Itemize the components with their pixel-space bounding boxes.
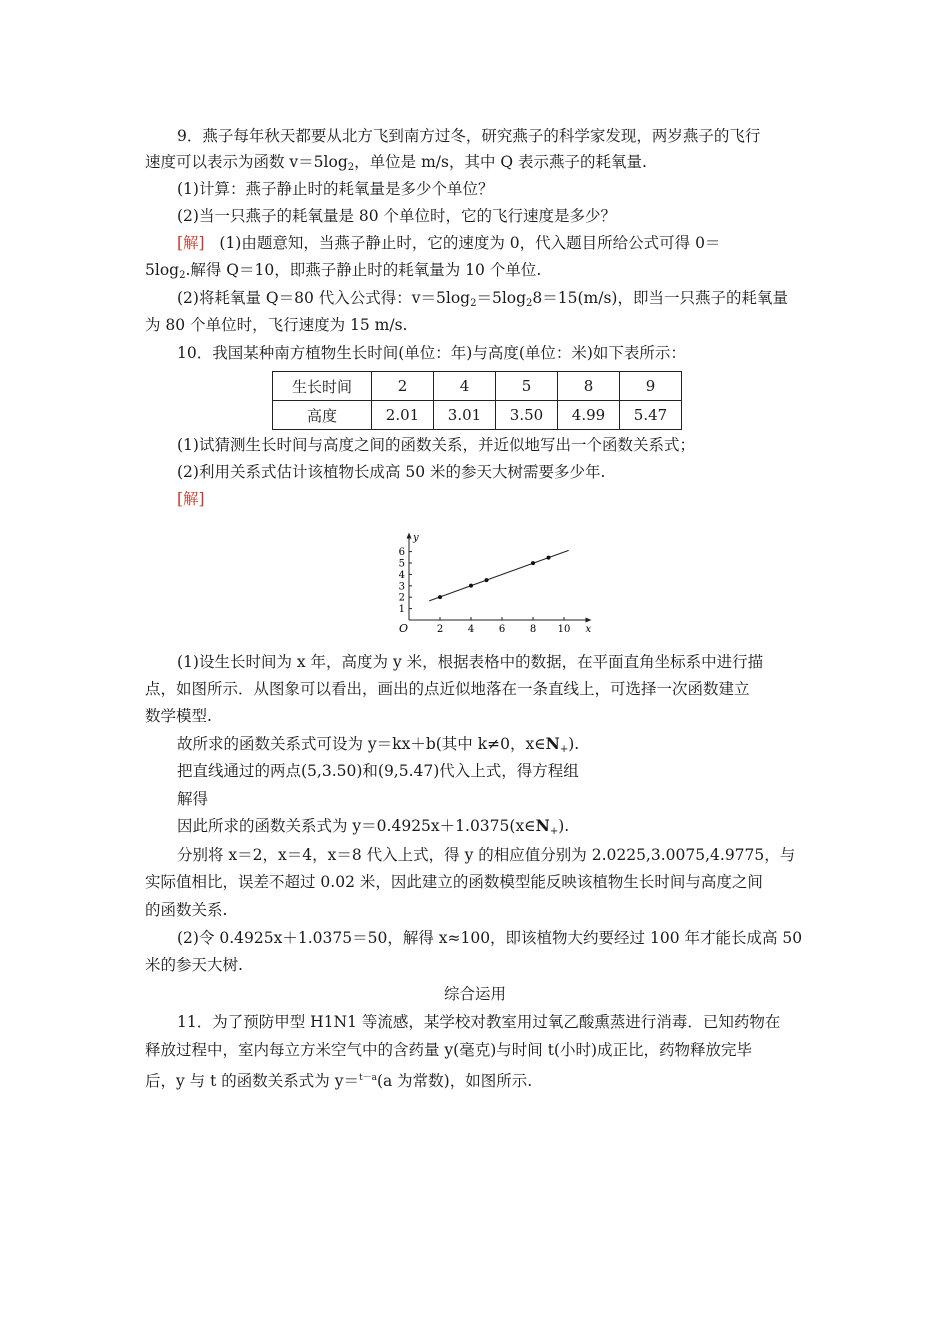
q11-line-1: 11．为了预防甲型 H1N1 等流感，某学校对教室用过氧乙酸熏蒸进行消毒．已知药物在	[177, 1013, 781, 1031]
table-cell: 9	[620, 372, 682, 401]
table-cell: 4	[434, 372, 496, 401]
table-header-cell: 生长时间	[273, 372, 372, 401]
y-tick-label: 3	[398, 581, 405, 593]
q10-solution-6b: 实际值相比，误差不超过 0.02 米，因此建立的函数模型能反映该植物生长时间与高度之间	[145, 873, 763, 891]
q11-line-2: 释放过程中，室内每立方米空气中的含药量 y(毫克)与时间 t(小时)成正比，药物释放完毕	[145, 1041, 753, 1059]
table-cell: 5	[496, 372, 558, 401]
q10-solution-6a: 分别将 x＝2，x＝4，x＝8 代入上式，得 y 的相应值分别为 2.0225,3.0075,4.9775，与	[177, 846, 796, 864]
x-axis-label: x	[585, 624, 592, 635]
data-point	[485, 578, 489, 582]
data-point	[547, 556, 551, 560]
q9-line-1: 9．燕子每年秋天都要从北方飞到南方过冬，研究燕子的科学家发现，两岁燕子的飞行	[177, 127, 761, 145]
table-row	[273, 401, 682, 430]
y-tick-label: 5	[398, 558, 405, 570]
q9-line-2: 速度可以表示为函数 $v=5\log_2$，单位是 m/s，其中 Q 表示燕子的耗氧量.	[145, 153, 647, 173]
table-cell: 4.99	[558, 401, 620, 430]
q10-part-2: (2)利用关系式估计该植物长成高 50 米的参天大树需要多少年.	[177, 463, 606, 481]
q9-answer-line-1: [解] (1)由题意知，当燕子静止时，它的速度为 0，代入题目所给公式可得 0＝	[177, 234, 721, 252]
table-cell: 5.47	[620, 401, 682, 430]
y-tick-label: 4	[398, 569, 405, 581]
x-tick-label: 4	[467, 624, 475, 635]
q10-solution-7b: 米的参天大树.	[145, 956, 243, 974]
x-tick-label: 8	[529, 624, 537, 635]
q10-part-1: (1)试猜测生长时间与高度之间的函数关系，并近似地写出一个函数关系式；	[177, 436, 695, 454]
q10-solution-6c: 的函数关系.	[145, 901, 228, 919]
q9-answer-line-2: $5\log_2$.解得 Q＝10，即燕子静止时的耗氧量为 10 个单位.	[145, 261, 542, 281]
x-tick-label: 10	[557, 624, 571, 635]
table-header-cell: 高度	[273, 401, 372, 430]
y-axis-label: y	[413, 532, 419, 544]
y-axis-arrow	[407, 532, 412, 538]
x-axis-arrow	[586, 618, 592, 623]
q10-solution-1c: 数学模型.	[145, 707, 212, 725]
table-cell: 8	[558, 372, 620, 401]
y-tick-label: 1	[398, 604, 405, 616]
y-tick-label: 6	[398, 547, 405, 559]
table-cell: 2	[372, 372, 434, 401]
x-tick-label: 2	[436, 624, 444, 635]
data-point	[438, 595, 442, 599]
q10-solution-7a: (2)令 0.4925x＋1.0375＝50，解得 x≈100，即该植物大约要经过 100 年才能长成高 50	[177, 929, 803, 947]
q10-solution-5: 因此所求的函数关系式为 $y=0.4925x+1.0375(x\in N_+)$.	[177, 816, 570, 837]
table-cell: 3.01	[434, 401, 496, 430]
growth-data-table	[272, 371, 682, 430]
q9-part-1: (1)计算：燕子静止时的耗氧量是多少个单位？	[177, 180, 494, 198]
q10-solution-2: 故所求的函数关系式可设为 y＝kx＋b(其中 k≠0，$x\in N_+$).	[177, 734, 580, 755]
q10-solution-1b: 点，如图所示．从图象可以看出，画出的点近似地落在一条直线上，可选择一次函数建立	[145, 680, 750, 698]
table-cell: 3.50	[496, 401, 558, 430]
data-point	[469, 584, 473, 588]
q9-answer-line-3: (2)将耗氧量 Q＝80 代入公式得：$v=5\log_2=5\log_28=15(m/s)$，即当一只燕子的耗氧量	[177, 289, 788, 309]
data-point	[531, 561, 535, 565]
q9-part-2: (2)当一只燕子的耗氧量是 80 个单位时，它的飞行速度是多少？	[177, 207, 617, 225]
q11-line-3: 后，y 与 t 的函数关系式为 y＝$^{t-a}$(a 为常数)，如图所示.	[145, 1072, 533, 1091]
solution-label: [解]	[177, 234, 205, 252]
solution-label: [解]	[177, 490, 205, 508]
origin-label: O	[399, 622, 409, 635]
growth-scatter-chart	[390, 516, 590, 644]
q10-title: 10．我国某种南方植物生长时间(单位：年)与高度(单位：米)如下表所示：	[177, 344, 686, 362]
q10-solution-3: 把直线通过的两点(5,3.50)和(9,5.47)代入上式，得方程组	[177, 762, 579, 780]
q9-answer-line-4: 为 80 个单位时，飞行速度为 15 m/s.	[145, 316, 408, 334]
x-tick-label: 6	[498, 624, 506, 635]
table-cell: 2.01	[372, 401, 434, 430]
table-row	[273, 372, 682, 401]
section-title: 综合运用	[443, 985, 506, 1003]
y-tick-label: 2	[398, 592, 405, 604]
q10-solution-1a: (1)设生长时间为 x 年，高度为 y 米，根据表格中的数据，在平面直角坐标系中进行描	[177, 653, 764, 671]
q10-solution-4: 解得	[177, 790, 209, 808]
